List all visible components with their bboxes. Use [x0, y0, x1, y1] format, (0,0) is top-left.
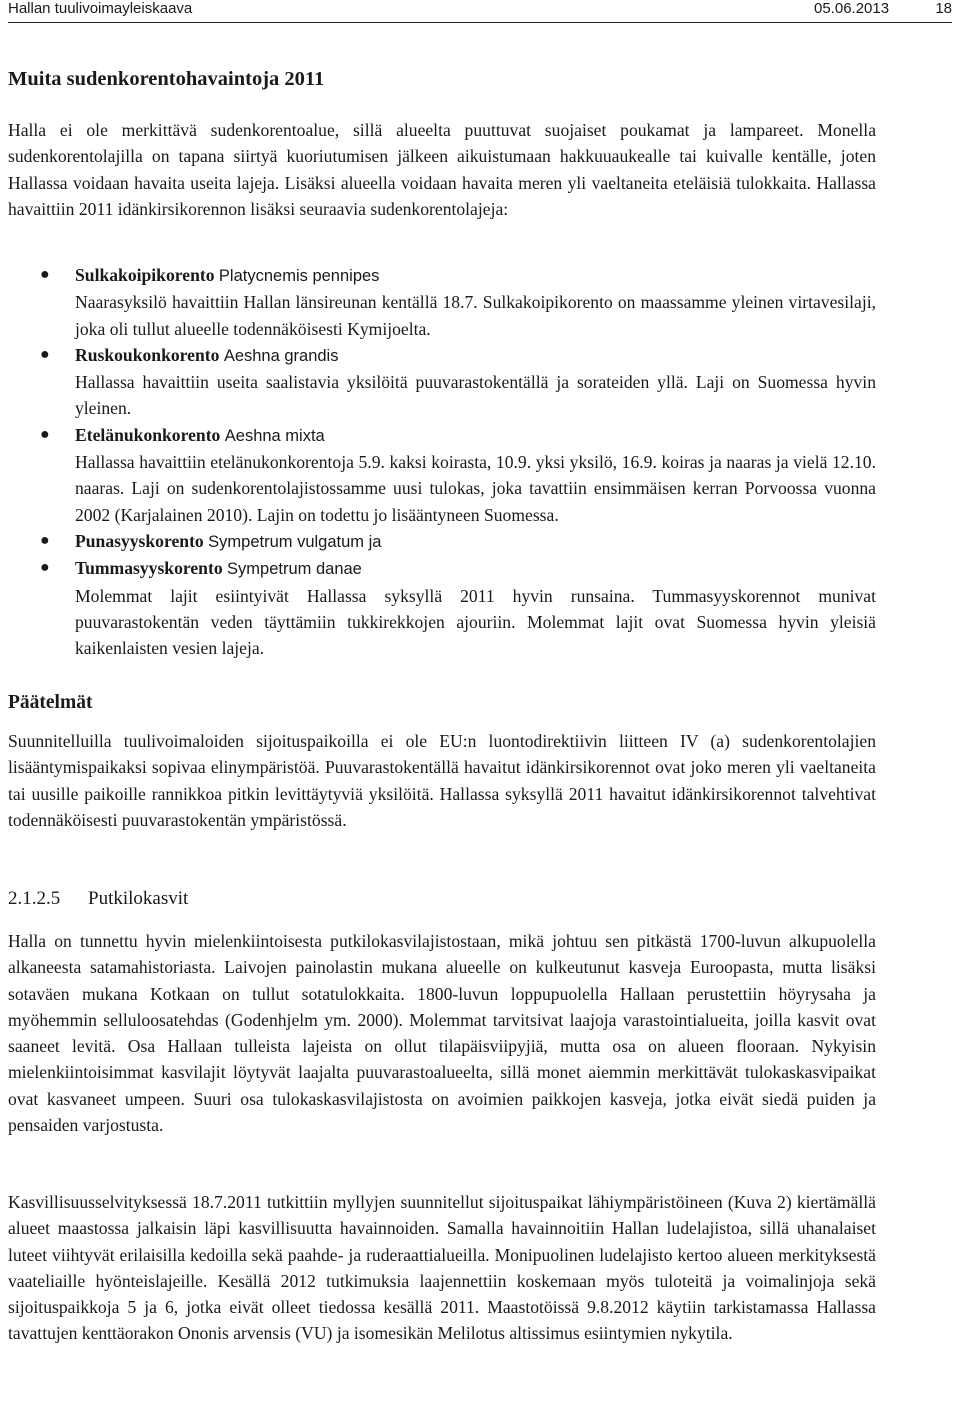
bullet-icon: ● — [40, 345, 50, 363]
species-list — [0, 262, 876, 661]
vascular-plants-paragraph-2: Kasvillisuusselvityksessä 18.7.2011 tutkittiin myllyjen suunnitellut sijoituspaikat lähiympäristöineen (Kuva 2) kiertämällä alueet maastossa jalkaisin läpi kasvillisuutta havainnoiden. Samalla havainnoitiin Hallan ludelajistoa, sillä uhanalaiset luteet viihtyvät erilaisilla kedoilla sekä paahde- ja ruderaattialueilla. Monipuolinen ludelajisto kertoo alueen merkityksestä vaateliaille hyönteislajeille. Kesällä 2012 tutkimuksia laajennettiin koskemaan myös tuloteitä ja voimalinjoja sekä sijoituspaikkoja 5 ja 6, jotka eivät olleet tiedossa kesällä 2011. Maastotöissä 9.8.2012 käytiin tarkistamassa Hallassa tavattujen kenttäorakon Ononis arvensis (VU) ja isomesikän Melilotus altissimus esiintymien nykytila. — [8, 1192, 876, 1344]
bullet-icon: ● — [40, 266, 50, 283]
species-name: Ruskoukonkorento — [75, 344, 220, 365]
list-item — [0, 262, 876, 342]
species-description: Molemmat lajit esiintyivät Hallassa syksyllä 2011 hyvin runsaina. Tummasyyskorennot munivat puuvarastokentän veden täyttämiin tukkirekkojen ajouriin. Molemmat lajit ovat Suomessa hyvin yleisiä kaikenlaisten vesien lajeja. — [75, 585, 876, 659]
species-name: Sulkakoipikorento — [75, 265, 215, 285]
conclusions-paragraph: Suunnitelluilla tuulivoimaloiden sijoituspaikoilla ei ole EU:n luontodirektiivin liitteen IV (a) sudenkorentolajien lisääntymispaikaksi sopivaa elinympäristöä. Puuvarastokentällä havaitut idänkirsikorennot ovat joko meren yli vaeltaneita tai uusille paikoille rannikkoa pitkin levittäytyviä yksilöitä. Hallassa syksyllä 2011 havaitut idänkirsikorennot talvehtivat todennäköisesti puuvarastokentän ympäristössä. — [8, 731, 876, 830]
species-latin: Platycnemis pennipes — [218, 267, 380, 285]
section-title: Muita sudenkorentohavaintoja 2011 — [8, 68, 325, 90]
section-heading-text: Putkilokasvit — [88, 888, 189, 909]
species-name: Tummasyyskorento — [75, 558, 223, 579]
species-latin: Aeshna grandis — [223, 346, 339, 365]
intro-paragraph: Halla ei ole merkittävä sudenkorentoalue, sillä alueelta puuttuvat suojaiset poukamat ja lampareet. Monella sudenkorentolajilla on tapana siirtyä kuoriutumisen jälkeen aikuistumaan hakkuuaukealle tai kuivalle kentälle, joten Hallassa voidaan havaita useita lajeja. Lisäksi alueella voidaan havaita meren yli vaeltaneita eteläisiä tulokkaita. Hallassa havaittiin 2011 idänkirsikorennon lisäksi seuraavia sudenkorentolajeja: — [8, 120, 876, 219]
bullet-icon: ● — [40, 559, 50, 577]
list-item — [0, 422, 876, 528]
section-number: 2.1.2.5 — [8, 888, 61, 909]
species-latin: Sympetrum vulgatum ja — [208, 532, 382, 551]
document-title: Hallan tuulivoimayleiskaava — [8, 0, 193, 17]
conclusions-heading: Päätelmät — [8, 692, 93, 713]
header-rule — [8, 22, 952, 23]
species-latin: Aeshna mixta — [224, 426, 325, 445]
species-description: Hallassa havaittiin useita saalistavia yksilöitä puuvarastokentällä ja sorateiden yllä. Laji on Suomessa hyvin yleinen. — [75, 372, 876, 419]
species-description: Hallassa havaittiin etelänukonkorentoja 5.9. kaksi koirasta, 10.9. yksi yksilö, 16.9. koiras ja naaras ja vielä 12.10. naaras. Laji on sudenkorentolajistossamme uusi tulokas, joka tavattiin ensimmäisen kerran Porvoossa vuonna 2002 (Karjalainen 2010). Lajin on todettu jo lisääntyneen Suomessa. — [75, 452, 876, 525]
bullet-icon: ● — [40, 531, 50, 549]
bullet-icon: ● — [40, 425, 50, 443]
document-date: 05.06.2013 — [814, 0, 890, 17]
species-latin: Sympetrum danae — [227, 560, 362, 579]
vascular-plants-heading — [8, 888, 188, 910]
page-number: 18 — [935, 0, 952, 17]
list-item — [0, 342, 876, 422]
species-name: Punasyyskorento — [75, 530, 204, 551]
list-item — [0, 555, 876, 661]
vascular-plants-paragraph-1: Halla on tunnettu hyvin mielenkiintoisesta putkilokasvilajistostaan, mikä johtuu sen pitkästä 1700-luvun alkupuolella alkaneesta satamahistoriasta. Laivojen painolastin mukana alueelle on kulkeutunut kasveja Euroopasta, mutta lisäksi sotaväen mukana Kotkaan on tullut sotatulokkaita. 1800-luvun loppupuolella Hallaan perustettiin höyrysaha ja myöhemmin selluloosatehdas (Godenhjelm ym. 2000). Molemmat tarvitsivat laajoja varastointialueita, joilla kasvit ovat saaneet levitä. Osa Hallaan tulleista lajeista on ollut tilapäisviipyjiä, mutta osa on alueen flooraan. Nykyisin mielenkiintoisimmat kasvilajit löytyvät laajalta puuvarastoalueelta, sillä monet aiemmin merkittävät tulokaskasvipaikat ovat kasvaneet umpeen. Suuri osa tulokaskasvilajistosta on avoimien paikkojen kasveja, jotka eivät siedä puiden ja pensaiden varjostusta. — [8, 931, 876, 1136]
species-description: Naarasyksilö havaittiin Hallan länsireunan kentällä 18.7. Sulkakoipikorento on maassamme yleinen virtavesilaji, joka oli tullut alueelle todennäköisesti Kymijoelta. — [75, 292, 876, 339]
list-item — [0, 528, 876, 555]
species-name: Etelänukonkorento — [75, 424, 221, 445]
page-header — [8, 0, 952, 24]
